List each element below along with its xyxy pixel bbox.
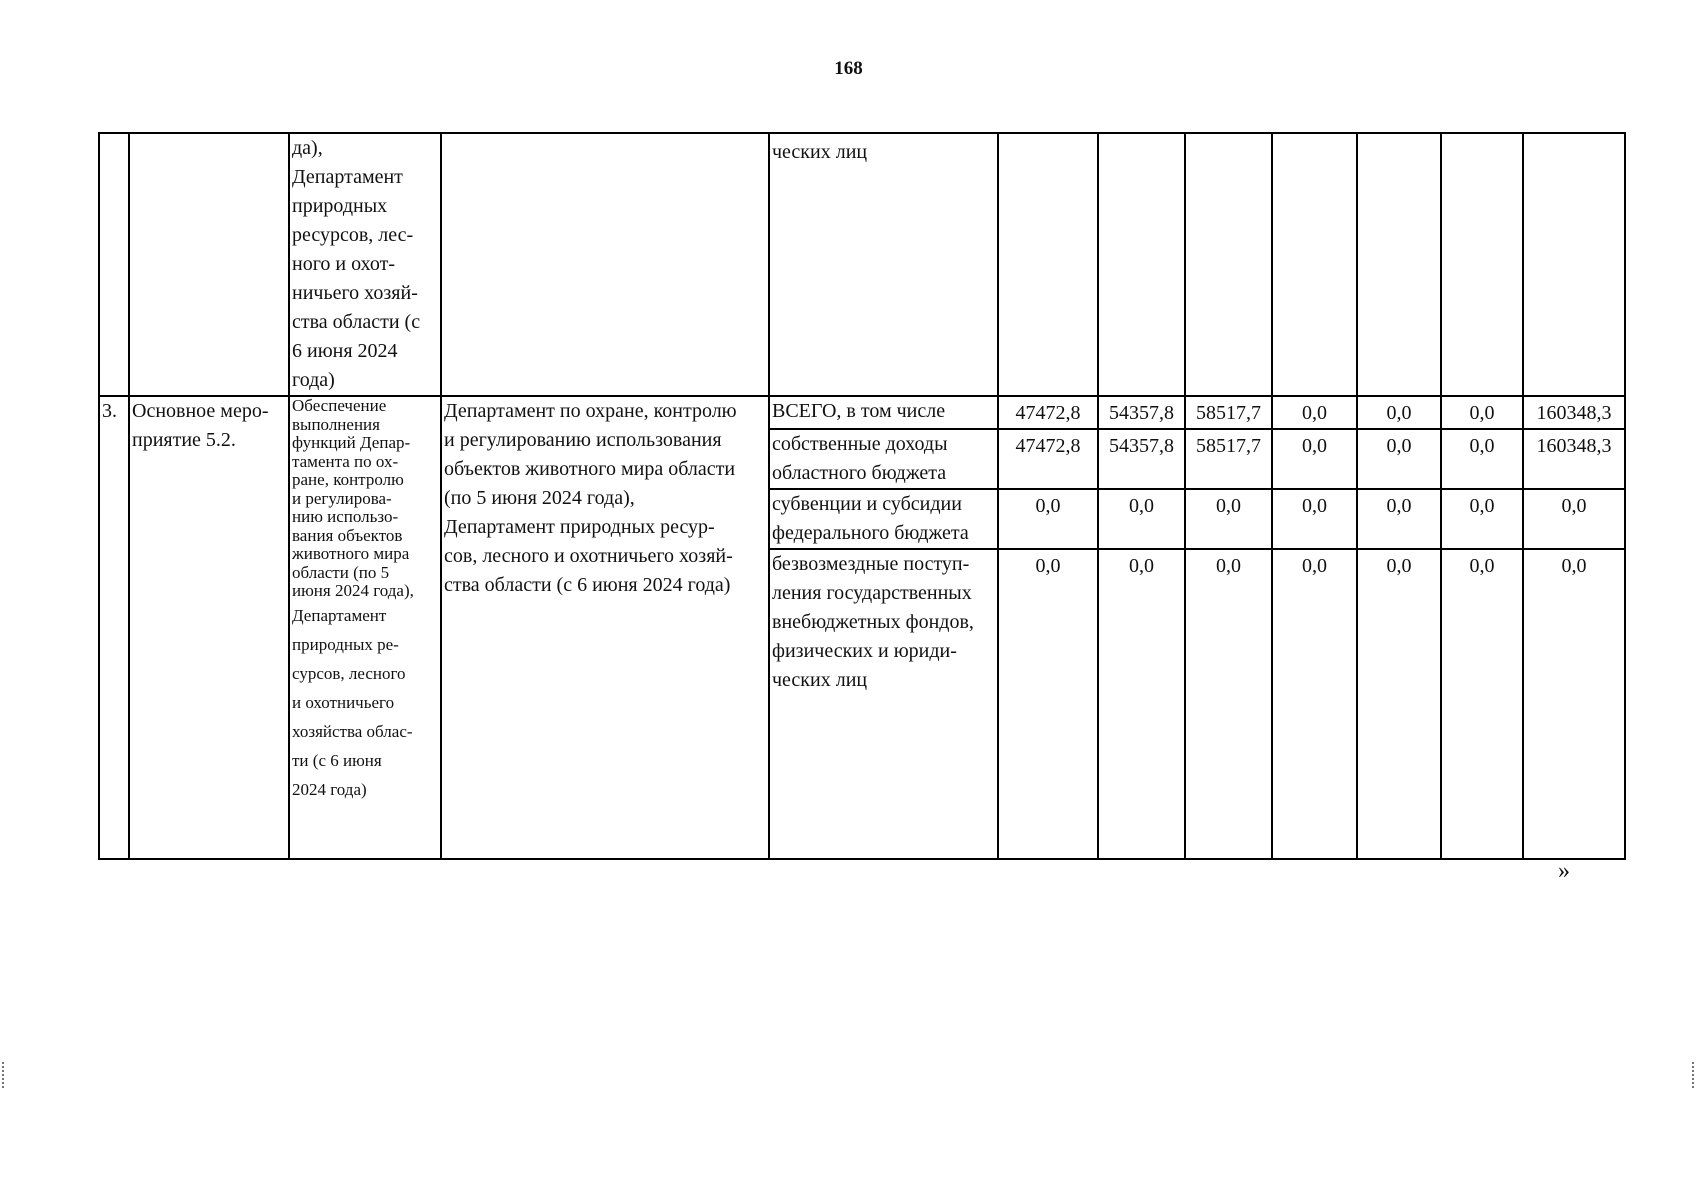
- executor-cell-empty: [441, 133, 769, 396]
- closing-quote-mark: »: [1558, 858, 1570, 884]
- value-cell: 58517,7: [1185, 396, 1272, 429]
- value-cell: 0,0: [1098, 489, 1185, 549]
- description-part-1: Обеспечение выполнения функций Депар- тамента по ох- ране, контролю и регулирова- нию использо- вания объектов животного мира области (по 5 июня 2024 года),: [292, 396, 414, 600]
- value-cell: 0,0: [1441, 549, 1523, 859]
- activity-title: Основное меро- приятие 5.2.: [129, 396, 289, 859]
- value-cell: 0,0: [998, 549, 1098, 859]
- value-cell-empty: [1523, 133, 1625, 396]
- index-cell-empty: [99, 133, 129, 396]
- activity-description: [289, 396, 441, 859]
- scan-edge-mark: [1692, 1062, 1696, 1088]
- value-cell: 0,0: [1441, 429, 1523, 489]
- value-cell: 0,0: [998, 489, 1098, 549]
- value-cell: 0,0: [1098, 549, 1185, 859]
- value-cell: 0,0: [1441, 396, 1523, 429]
- scan-edge-mark: [2, 1062, 6, 1088]
- table-row: [99, 396, 1625, 429]
- funding-source: субвенции и субсидии федерального бюджета: [769, 489, 998, 549]
- budget-table: [98, 132, 1626, 860]
- value-cell: 54357,8: [1098, 396, 1185, 429]
- value-cell: 0,0: [1272, 489, 1357, 549]
- value-cell: 0,0: [1272, 396, 1357, 429]
- value-cell: 0,0: [1357, 429, 1441, 489]
- value-cell: 160348,3: [1523, 396, 1625, 429]
- responsible-continuation: да), Департамент природных ресурсов, лес- ного и охот- ничьего хозяй- ства области (с 6 июня 2024 года): [289, 133, 441, 396]
- value-cell: 0,0: [1523, 549, 1625, 859]
- funding-source: ВСЕГО, в том числе: [769, 396, 998, 429]
- value-cell: 0,0: [1185, 549, 1272, 859]
- value-cell: 47472,8: [998, 429, 1098, 489]
- value-cell: 0,0: [1441, 489, 1523, 549]
- funding-source: собственные доходы областного бюджета: [769, 429, 998, 489]
- value-cell-empty: [1098, 133, 1185, 396]
- continuation-row: [99, 133, 1625, 396]
- value-cell: 54357,8: [1098, 429, 1185, 489]
- value-cell: 0,0: [1523, 489, 1625, 549]
- value-cell: 0,0: [1357, 549, 1441, 859]
- value-cell: 0,0: [1357, 489, 1441, 549]
- value-cell: 0,0: [1272, 429, 1357, 489]
- value-cell: 0,0: [1185, 489, 1272, 549]
- value-cell: 58517,7: [1185, 429, 1272, 489]
- row-index: 3.: [99, 396, 129, 859]
- value-cell-empty: [1185, 133, 1272, 396]
- executor-cell: Департамент по охране, контролю и регулированию использования объектов животного мира области (по 5 июня 2024 года), Департамент природных ресур- сов, лесного и охотничьего хозяй- ства области (с 6 июня 2024 года): [441, 396, 769, 859]
- title-cell-empty: [129, 133, 289, 396]
- page-number: 168: [834, 58, 863, 79]
- funding-source: безвозмездные поступ- ления государственных внебюджетных фондов, физических и юриди- ческих лиц: [769, 549, 998, 859]
- value-cell: 0,0: [1272, 549, 1357, 859]
- value-cell: 160348,3: [1523, 429, 1625, 489]
- value-cell-empty: [1272, 133, 1357, 396]
- value-cell: 47472,8: [998, 396, 1098, 429]
- value-cell-empty: [1441, 133, 1523, 396]
- value-cell: 0,0: [1357, 396, 1441, 429]
- description-part-2: Департамент природных ре- сурсов, лесного и охотничьего хозяйства облас- ти (с 6 июня 2024 года): [292, 605, 413, 799]
- source-continuation: ческих лиц: [769, 133, 998, 396]
- value-cell-empty: [1357, 133, 1441, 396]
- value-cell-empty: [998, 133, 1098, 396]
